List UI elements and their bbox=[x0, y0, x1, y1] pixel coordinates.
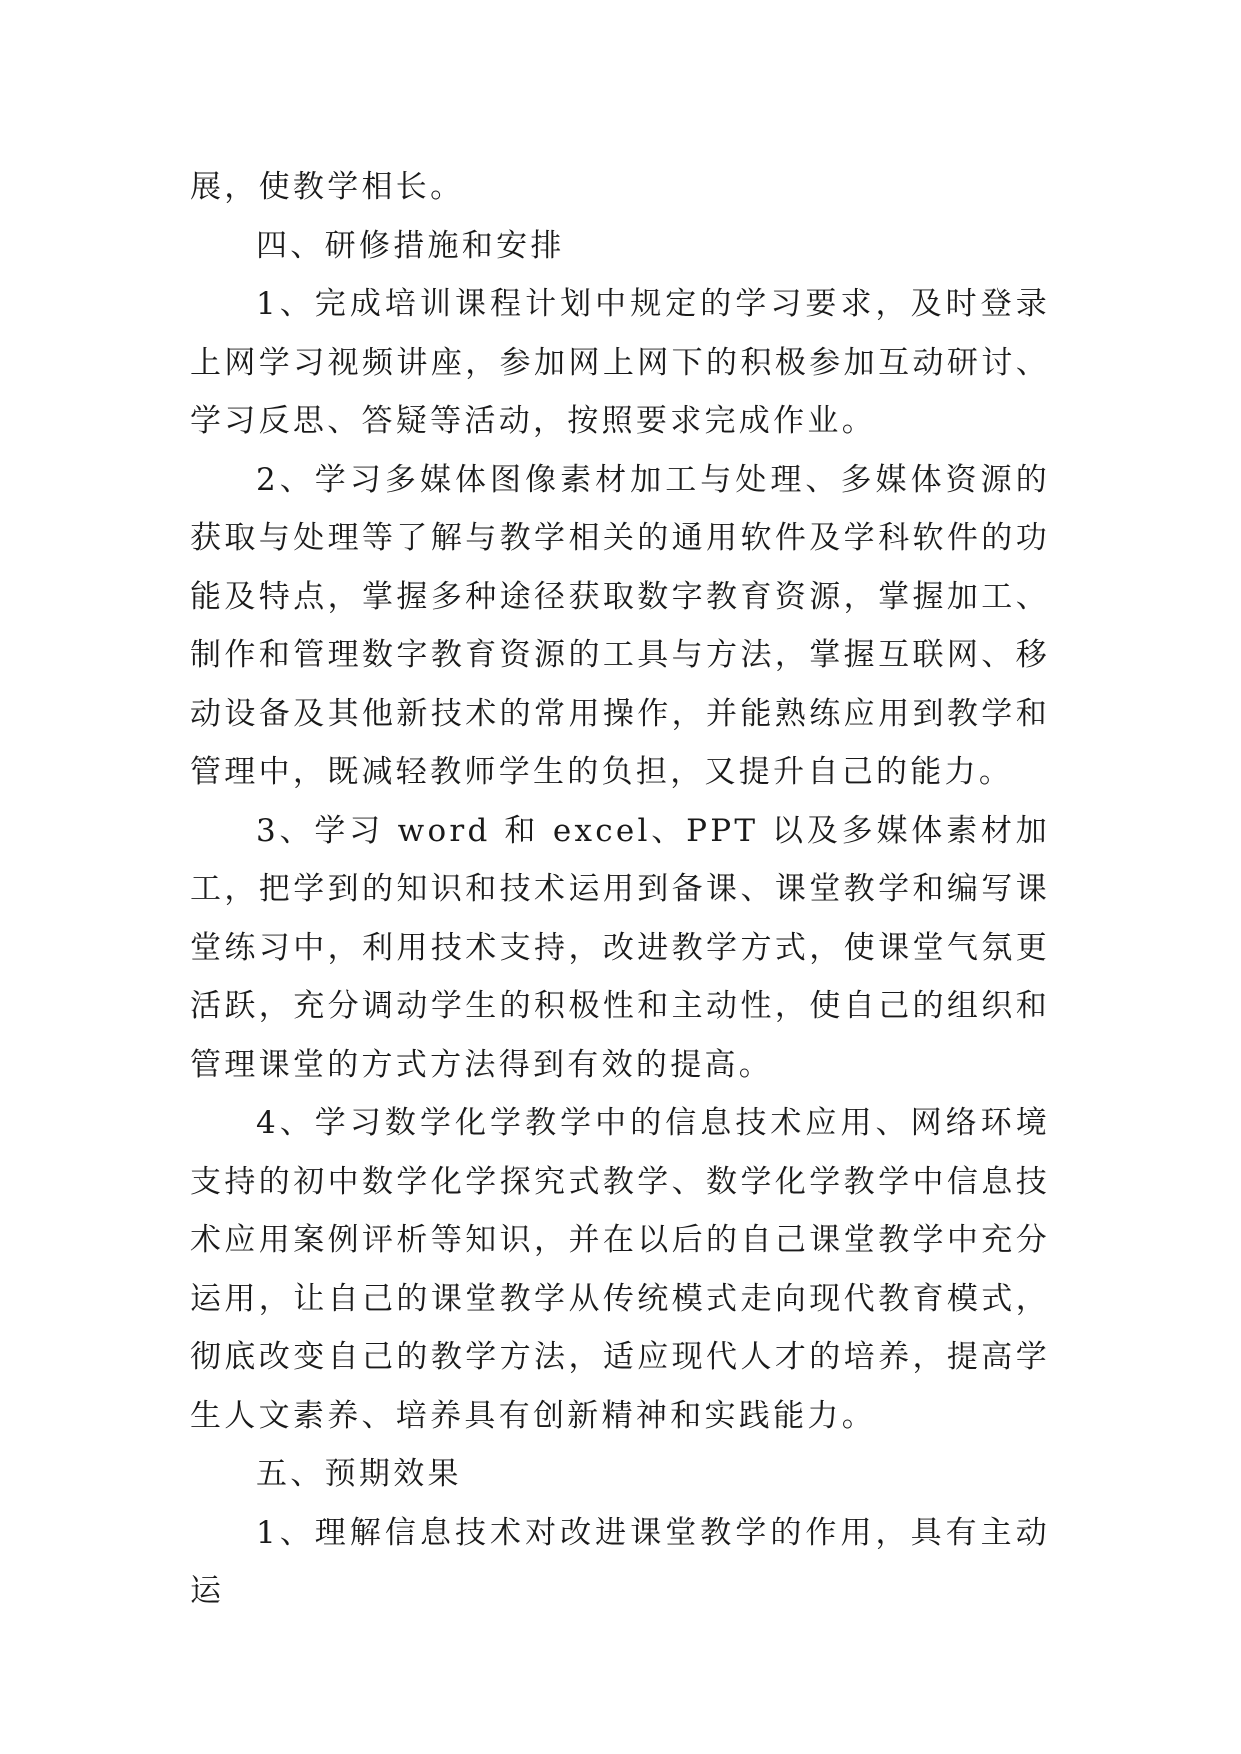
paragraph-measure-3: 3、学习 word 和 excel、PPT 以及多媒体素材加工，把学到的知识和技术运用到备课、课堂教学和编写课堂练习中，利用技术支持，改进教学方式，使课堂气氛更活跃，充分调动学生的积极性和主动性，使自己的组织和管理课堂的方式方法得到有效的提高。 bbox=[190, 812, 1050, 1083]
document-body bbox=[190, 158, 1050, 1621]
section-heading-expected-results: 五、预期效果 bbox=[256, 1456, 462, 1492]
section-heading-measures: 四、研修措施和安排 bbox=[256, 227, 565, 264]
paragraph-continuation: 展，使教学相长。 bbox=[190, 169, 465, 205]
paragraph-result-1: 1、理解信息技术对改进课堂教学的作用，具有主动运 bbox=[190, 1514, 1050, 1609]
paragraph-measure-4: 4、学习数学化学教学中的信息技术应用、网络环境支持的初中数学化学探究式教学、数学化学教学中信息技术应用案例评析等知识，并在以后的自己课堂教学中充分运用，让自己的课堂教学从传统模式走向现代教育模式，彻底改变自己的教学方法，适应现代人才的培养，提高学生人文素养、培养具有创新精神和实践能力。 bbox=[190, 1105, 1050, 1434]
paragraph-measure-1: 1、完成培训课程计划中规定的学习要求，及时登录上网学习视频讲座，参加网上网下的积极参加互动研讨、学习反思、答疑等活动，按照要求完成作业。 bbox=[190, 286, 1050, 439]
paragraph-measure-2: 2、学习多媒体图像素材加工与处理、多媒体资源的获取与处理等了解与教学相关的通用软件及学科软件的功能及特点，掌握多种途径获取数字教育资源，掌握加工、制作和管理数字教育资源的工具与方法，掌握互联网、移动设备及其他新技术的常用操作，并能熟练应用到教学和管理中，既减轻教师学生的负担，又提升自己的能力。 bbox=[190, 461, 1050, 790]
